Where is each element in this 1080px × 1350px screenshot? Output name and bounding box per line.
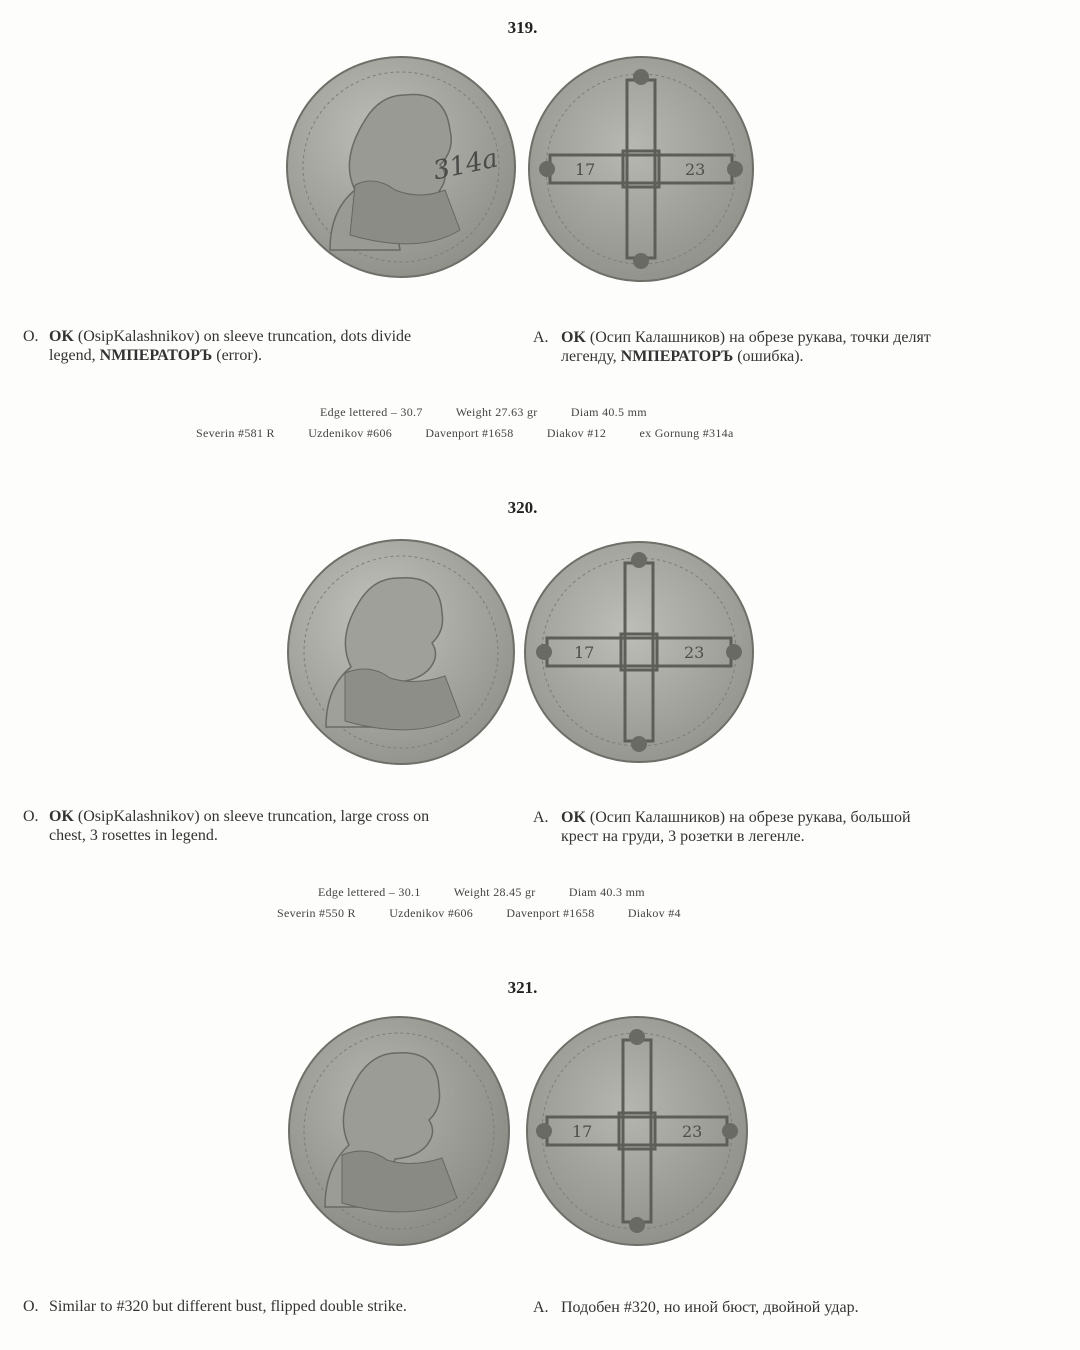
russian-description: [533, 1298, 1053, 1320]
russian-prefix: A.: [533, 1299, 549, 1316]
edge-spec: Edge lettered – 30.1: [318, 885, 421, 899]
russian-text: [561, 808, 911, 846]
mint-code: OK: [561, 809, 586, 826]
english-text-c: (error).: [212, 347, 262, 364]
reverse-year-right: 23: [682, 1122, 703, 1141]
russian-prefix: A.: [533, 809, 549, 826]
obverse-coin-image: [285, 538, 517, 770]
obverse-portrait-svg: [287, 1015, 512, 1250]
mint-code: OK: [49, 328, 74, 345]
reference-severin: Severin #581 R: [196, 426, 275, 440]
reverse-cross-svg: [522, 538, 757, 770]
weight-spec: Weight 27.63 gr: [455, 405, 538, 419]
english-text: [49, 807, 429, 845]
reference-uzdenikov: Uzdenikov #606: [308, 426, 393, 440]
lot-number: 321.: [507, 978, 538, 997]
english-text: [49, 1297, 407, 1316]
obverse-coin-image: [285, 55, 517, 287]
edge-spec: Edge lettered – 30.7: [320, 405, 423, 419]
english-text-b: chest, 3 rosettes in legend.: [49, 827, 218, 844]
mint-code: OK: [49, 808, 74, 825]
reverse-year-left: 17: [575, 160, 596, 179]
english-text-a: (OsipKalashnikov) on sleeve truncation, dots divide: [73, 328, 412, 345]
obverse-coin-image: [287, 1015, 512, 1250]
lot-number: 320.: [507, 498, 538, 517]
weight-spec: Weight 28.45 gr: [453, 885, 536, 899]
spec-row-references: [196, 426, 734, 441]
obverse-portrait-svg: [285, 538, 517, 770]
russian-text-b: легенду,: [561, 348, 621, 365]
russian-text-b: крест на груди, 3 розетки в легенле.: [561, 828, 805, 845]
russian-description: [533, 808, 1053, 848]
lot-321: [0, 960, 1080, 1350]
lot-320: [0, 480, 1080, 950]
reference-severin: Severin #550 R: [277, 906, 356, 920]
russian-description: [533, 328, 1053, 368]
russian-text-a: (Осип Калашников) на обрезе рукава, большой: [585, 809, 911, 826]
coin-images: [0, 55, 1080, 295]
error-word: NМПЕРАТОРЪ: [99, 347, 213, 364]
russian-text: [561, 328, 931, 366]
english-prefix: O.: [23, 808, 39, 825]
lot-number: 319.: [507, 18, 538, 37]
reverse-cross-svg: [525, 55, 757, 287]
english-description: [23, 807, 503, 847]
error-word: NМПЕРАТОРЪ: [620, 348, 734, 365]
reference-diakov: Diakov #12: [546, 426, 607, 440]
reverse-year-left: 17: [574, 643, 595, 662]
coin-images: [0, 538, 1080, 778]
handwritten-annotation: 314a: [430, 143, 501, 187]
reference-davenport: Davenport #1658: [506, 906, 595, 920]
english-description: [23, 327, 503, 367]
english-text: [49, 327, 411, 365]
russian-text-a: (Осип Калашников) на обрезе рукава, точки делят: [585, 329, 931, 346]
english-prefix: O.: [23, 1298, 39, 1315]
english-text-a: Similar to #320 but different bust, flipped double strike.: [49, 1298, 407, 1315]
reference-diakov: Diakov #4: [627, 906, 681, 920]
reverse-year-left: 17: [572, 1122, 593, 1141]
english-prefix: O.: [23, 328, 39, 345]
reverse-coin-image: [525, 55, 757, 287]
reverse-coin-image: [522, 538, 757, 770]
diameter-spec: Diam 40.3 mm: [568, 885, 645, 899]
reverse-year-right: 23: [684, 643, 705, 662]
diameter-spec: Diam 40.5 mm: [570, 405, 647, 419]
reverse-cross-svg: [522, 1015, 752, 1250]
spec-row-physical: [318, 885, 645, 900]
english-description: [23, 1297, 513, 1319]
spec-row-physical: [320, 405, 647, 420]
reverse-year-right: 23: [685, 160, 706, 179]
reference-davenport: Davenport #1658: [425, 426, 514, 440]
russian-prefix: A.: [533, 329, 549, 346]
spec-row-references: [277, 906, 681, 921]
reference-uzdenikov: Uzdenikov #606: [389, 906, 474, 920]
lot-319: [0, 0, 1080, 470]
english-text-b: legend,: [49, 347, 100, 364]
russian-text: [561, 1298, 859, 1317]
russian-text-c: (ошибка).: [733, 348, 804, 365]
provenance: ex Gornung #314a: [639, 426, 734, 440]
reverse-coin-image: [522, 1015, 752, 1250]
coin-images: [0, 1015, 1080, 1255]
russian-text-a: Подобен #320, но иной бюст, двойной удар.: [561, 1299, 859, 1316]
english-text-a: (OsipKalashnikov) on sleeve truncation, large cross on: [73, 808, 430, 825]
mint-code: OK: [561, 329, 586, 346]
